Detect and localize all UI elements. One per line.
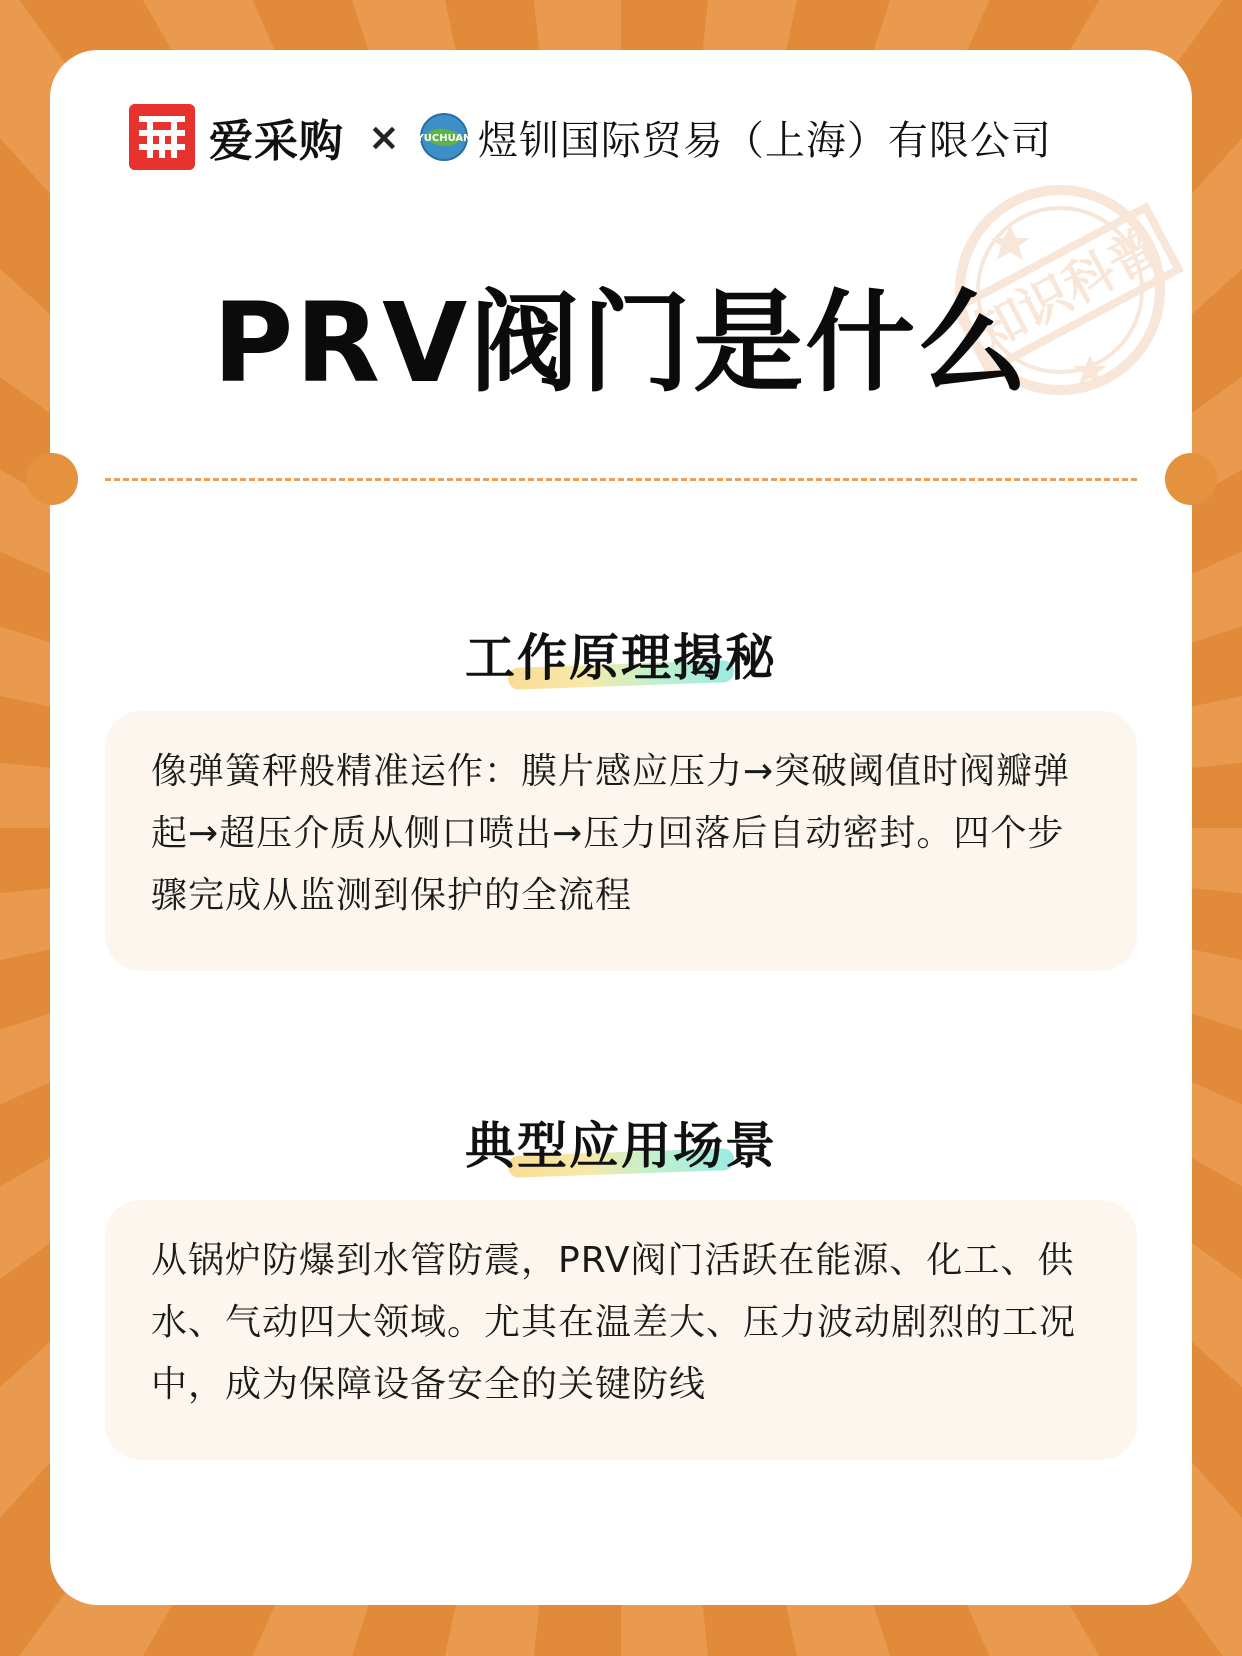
svg-text:知识科普: 知识科普 bbox=[965, 217, 1170, 363]
section-application-scenarios bbox=[0, 1106, 1242, 1186]
svg-text:YUCHUAN: YUCHUAN bbox=[416, 133, 472, 144]
company-name: 煜钏国际贸易（上海）有限公司 bbox=[477, 117, 1052, 164]
section-title: 工作原理揭秘 bbox=[465, 629, 777, 687]
ticket-notch-left bbox=[26, 453, 78, 505]
ticket-notch-right bbox=[1165, 453, 1217, 505]
section-panel bbox=[105, 711, 1137, 971]
dashed-divider bbox=[105, 478, 1137, 481]
header-logos bbox=[129, 104, 1052, 170]
brand-name: 爱采购 bbox=[209, 116, 344, 167]
section-title: 典型应用场景 bbox=[465, 1117, 777, 1175]
section-body-text: 从锅炉防爆到水管防震，PRV阀门活跃在能源、化工、供水、气动四大领域。尤其在温差大、压力波动剧烈的工况中，成为保障设备安全的关键防线 bbox=[151, 1240, 1077, 1405]
yuchuan-globe-logo-icon bbox=[416, 113, 472, 161]
aicaigou-logo-icon bbox=[129, 104, 195, 170]
collab-times-sign: × bbox=[368, 115, 400, 159]
section-working-principle bbox=[0, 618, 1242, 698]
page-title: PRV阀门是什么 bbox=[212, 279, 1030, 407]
section-body-text: 像弹簧秤般精准运作：膜片感应压力→突破阈值时阀瓣弹起→超压介质从侧口喷出→压力回落后自动密封。四个步骤完成从监测到保护的全流程 bbox=[151, 751, 1071, 916]
section-panel bbox=[105, 1200, 1137, 1460]
